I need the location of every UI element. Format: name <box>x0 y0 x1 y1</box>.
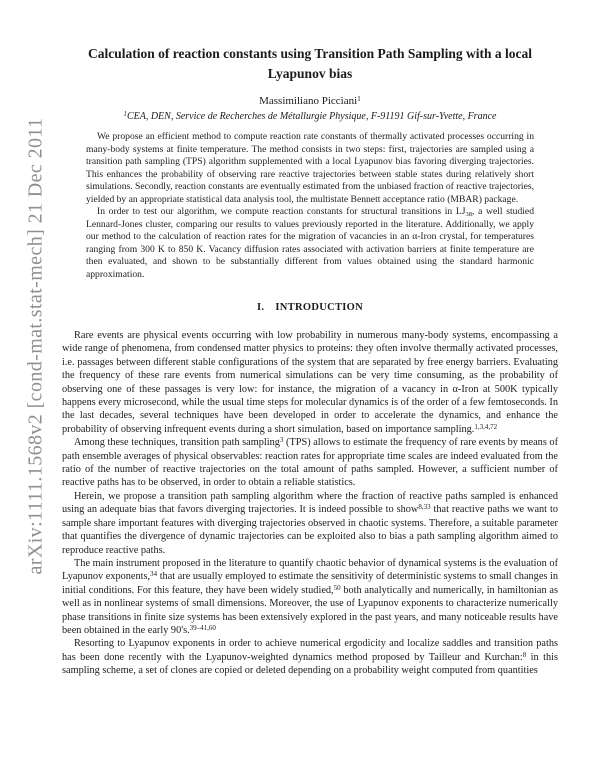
abstract <box>86 131 534 281</box>
arxiv-watermark: arXiv:1111.1568v2 [cond-mat.stat-mech] 21 Dec 2011 <box>24 117 47 575</box>
author-affiliation: $^1$CEA, DEN, Service de Recherches de Métallurgie Physique, F-91191 Gif-sur-Yvette, France <box>123 110 497 122</box>
abstract-paragraph: We propose an efficient method to compute reaction rate constants of thermally activated processes occurring in many-body systems at finite temperature. The method consists in two steps: first, trajectories are sampled using a transition path sampling (TPS) algorithm supplemented with a local Lyapunov bias favoring diverging trajectories. This enhances the probability of observing rare reactive trajectories between stable states during relatively short simulations. Secondly, reaction constants are eventually estimated from the unbiased fraction of reactive trajectories, yielded by an appropriate statistical data analysis tool, the multistate Bennett acceptance ratio (MBAR) package. <box>86 131 534 205</box>
body-paragraph: Among these techniques, transition path sampling$^3$ (TPS) allows to estimate the frequency of rare events by means of path ensemble averages of physical observables: reaction rates for appropriate time scales are indeed evaluated from the ratio of the number of reactive trajectories on the total amount of paths sampled. However, a sufficient number of reactive paths has to be observed, in order to obtain a reliable statistics. <box>62 436 559 489</box>
body-paragraph: Herein, we propose a transition path sampling algorithm where the fraction of reactive paths sampled is enhanced using an adequate bias that favors diverging trajectories. It is indeed possible to show$^{8,33}$ that reactive paths we want to sample share important features with diverging trajectories observed in chaotic systems. Therefore, a suitable parameter that quantifies the divergence of dynamic trajectories can be exploited also to bias a path sampling algorithm aimed to reproduce reactive paths. <box>62 490 558 556</box>
body-paragraph: The main instrument proposed in the literature to quantify chaotic behavior of dynamical systems is the evaluation of Lyapunov exponents,$^{34}$ that are usually employed to estimate the sensitivity of deterministic systems to small changes in initial conditions. For this feature, they have been widely studied,$^{50}$ both analytically and numerically, in hamiltonian as well as in nonlinear systems of small dimensions. Moreover, the use of Lyapunov exponents to characterize numerically phase transitions in finite size systems has been extensively explored in the past years, and many noticeable results have been obtained in the early 90's.$^{39-41,60}$ <box>62 557 558 636</box>
body-paragraph: Rare events are physical events occurring with low probability in numerous many-body systems, encompassing a wide range of phenomena, from condensed matter physics to proteins: they often involve thermally activated processes, i.e. passages between different stable configurations of the system that are separated by free energy barriers. Evaluating the frequency of these rare events from numerical simulations can be very time consuming, as the probability of observing one of these passages is very low: for instance, the migration of a vacancy in α-Iron at 500K typically happens every microsecond, while the usual time steps for molecular dynamics is of the order of a few femtoseconds. In the last decades, several techniques have been developed in order to accelerate the dynamics, and enhance the probability of observing infrequent events during a short simulation, based on importance sampling.$^{1,3,4,72}$ <box>62 330 558 435</box>
author-name: Massimiliano Picciani$^1$ <box>259 93 361 107</box>
abstract-paragraph: In order to test our algorithm, we compute reaction constants for structural transitions in $LJ_{38}$, a well studied Lennard-Jones cluster, comparing our results to values previously reported in the literature. Additionally, we apply our method to the calculation of reaction rates for the migration of vacancies in an α-Iron crystal, for temperatures ranging from 300 K to 850 K. Vacancy diffusion rates associated with activation barriers at finite temperature are then evaluated, and shown to be substantially different from values obtained using the standard harmonic approximation. <box>86 206 534 280</box>
paper-content <box>62 0 558 678</box>
paper-title: Calculation of reaction constants using Transition Path Sampling with a local Lyapunov bias <box>87 46 533 81</box>
introduction-body <box>62 329 558 678</box>
section-heading-introduction: I. INTRODUCTION <box>256 302 364 313</box>
body-paragraph: Resorting to Lyapunov exponents in order to achieve numerical ergodicity and localize saddles and transition paths has been done recently with the Lyapunov-weighted dynamics method proposed by Tailleur and Kurchan:$^8$ in this sampling scheme, a set of clones are copied or deleted depending on a probability weight computed from quantities <box>62 638 558 677</box>
